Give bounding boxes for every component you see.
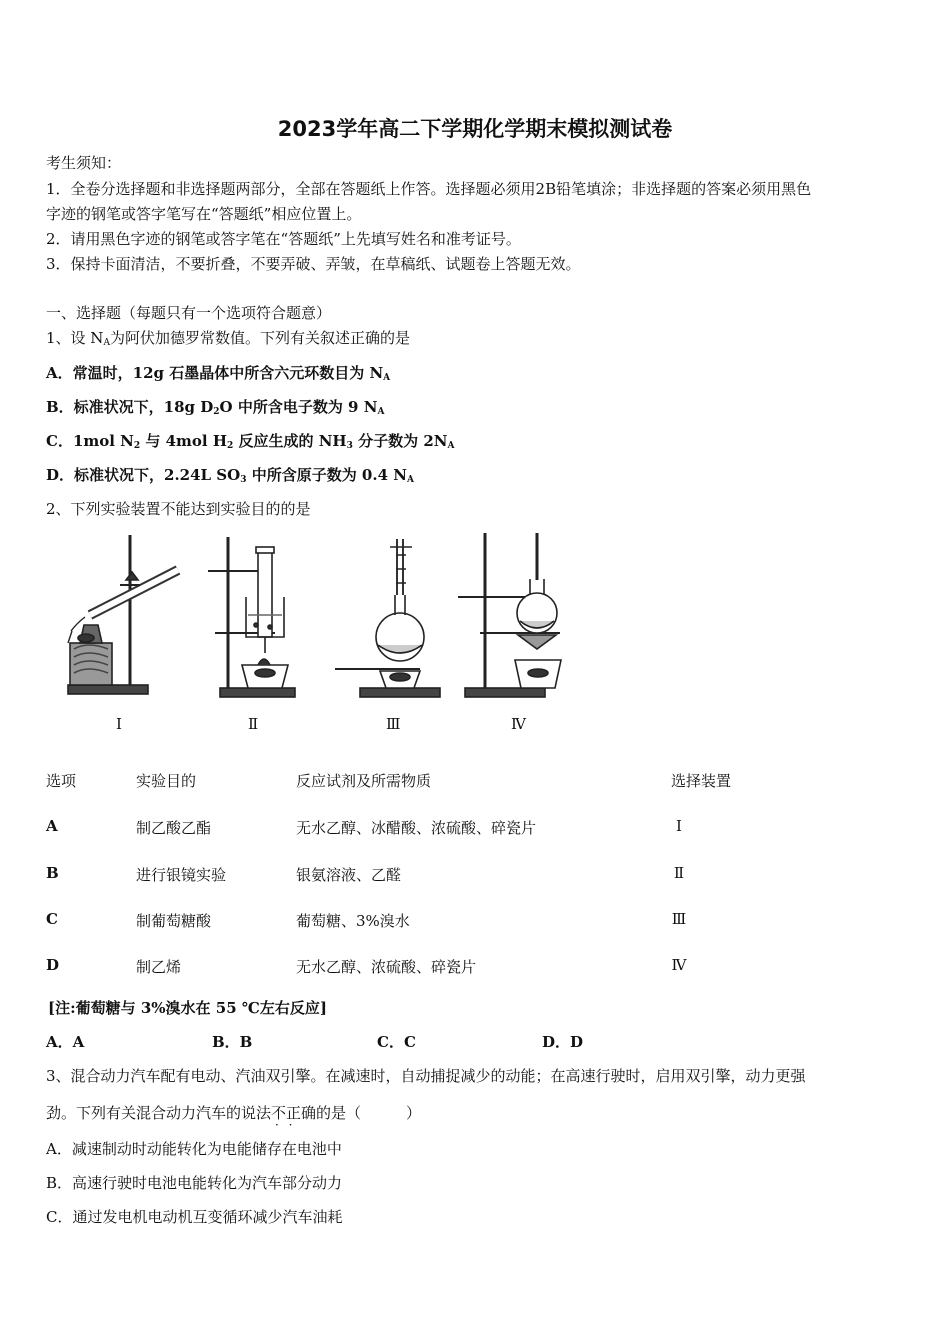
notice-item-3: 3．保持卡面清洁，不要折叠，不要弄破、弄皱，在草稿纸、试题卷上答题无效。 — [46, 255, 581, 273]
table-row: D 制乙烯 无水乙醇、浓硫酸、碎瓷片 Ⅳ — [46, 956, 687, 976]
question-2-stem: 2、下列实验装置不能达到实验目的的是 — [46, 500, 311, 518]
apparatus-3 — [335, 539, 440, 697]
apparatus-1 — [68, 535, 178, 694]
apparatus-label-4: Ⅳ — [511, 715, 526, 733]
question-1-stem: 1、设 $N_A$为阿伏加德罗常数值。下列有关叙述正确的是 — [46, 329, 410, 348]
notice-item-1-cont: 字迹的钢笔或答字笔写在“答题纸”相应位置上。 — [46, 205, 362, 223]
question-1-option-b: B．标准状况下，18g $D_2O$ 中所含电子数为 9 $N_A$ — [46, 398, 385, 417]
notice-item-2: 2．请用黑色字迹的钢笔或答字笔在“答题纸”上先填写姓名和准考证号。 — [46, 230, 521, 248]
question-2-choice-c: C．C — [377, 1033, 416, 1051]
header-reagents: 反应试剂及所需物质 — [296, 772, 432, 790]
apparatus-label-1: Ⅰ — [116, 715, 122, 733]
question-3-stem-line1: 3、混合动力汽车配有电动、汽油双引擎。在减速时，自动捕捉减少的动能；在高速行驶时，启用双引擎，动力更强 — [46, 1067, 806, 1085]
lab-apparatus-figure — [60, 525, 590, 740]
question-3-option-c: C．通过发电机电动机互变循环减少汽车油耗 — [46, 1208, 343, 1226]
table-row: A 制乙酸乙酯 无水乙醇、冰醋酸、浓硫酸、碎瓷片 Ⅰ — [46, 817, 682, 837]
emphasis-not-correct: 不正确 · · — [271, 1104, 316, 1122]
question-2-choice-b: B．B — [212, 1033, 253, 1051]
question-2-choice-d: D．D — [542, 1033, 584, 1051]
table-row: B 进行银镜实验 银氨溶液、乙醛 Ⅱ — [46, 864, 685, 884]
question-3-option-a: A．减速制动时动能转化为电能储存在电池中 — [46, 1140, 342, 1158]
question-2-note: [注:葡萄糖与 3%溴水在 55 ℃左右反应] — [48, 999, 327, 1017]
table-row: C 制葡萄糖酸 葡萄糖、3%溴水 Ⅲ — [46, 910, 687, 930]
apparatus-4 — [458, 533, 561, 697]
header-device: 选择装置 — [671, 772, 732, 790]
header-option: 选项 — [46, 772, 77, 790]
apparatus-label-2: Ⅱ — [248, 715, 259, 733]
apparatus-label-3: Ⅲ — [386, 715, 401, 733]
table-header — [46, 770, 906, 794]
question-2-choice-a: A．A — [46, 1033, 85, 1051]
question-1-option-a: A．常温时，12g 石墨晶体中所含六元环数目为 $N_A$ — [46, 364, 391, 383]
question-3-option-b: B．高速行驶时电池电能转化为汽车部分动力 — [46, 1174, 343, 1192]
section-heading: 一、选择题（每题只有一个选项符合题意） — [46, 304, 332, 322]
apparatus-2 — [208, 537, 295, 697]
question-3-stem-line2: 劲。下列有关混合动力汽车的说法不正确 · ·的是（ ） — [46, 1102, 421, 1123]
notice-heading: 考生须知： — [46, 154, 122, 172]
header-goal: 实验目的 — [136, 772, 197, 790]
page-title: 2023学年高二下学期化学期末模拟测试卷 — [277, 117, 673, 141]
notice-item-1: 1．全卷分选择题和非选择题两部分，全部在答题纸上作答。选择题必须用2B铅笔填涂；非选择题的答案必须用黑色 — [46, 180, 812, 198]
question-1-option-d: D．标准状况下，2.24L $SO_3$ 中所含原子数为 0.4 $N_A$ — [46, 466, 414, 485]
question-1-option-c: C．1mol $N_2$ 与 4mol $H_2$ 反应生成的 $NH_3$ 分子数为 $2N_A$ — [46, 432, 455, 451]
